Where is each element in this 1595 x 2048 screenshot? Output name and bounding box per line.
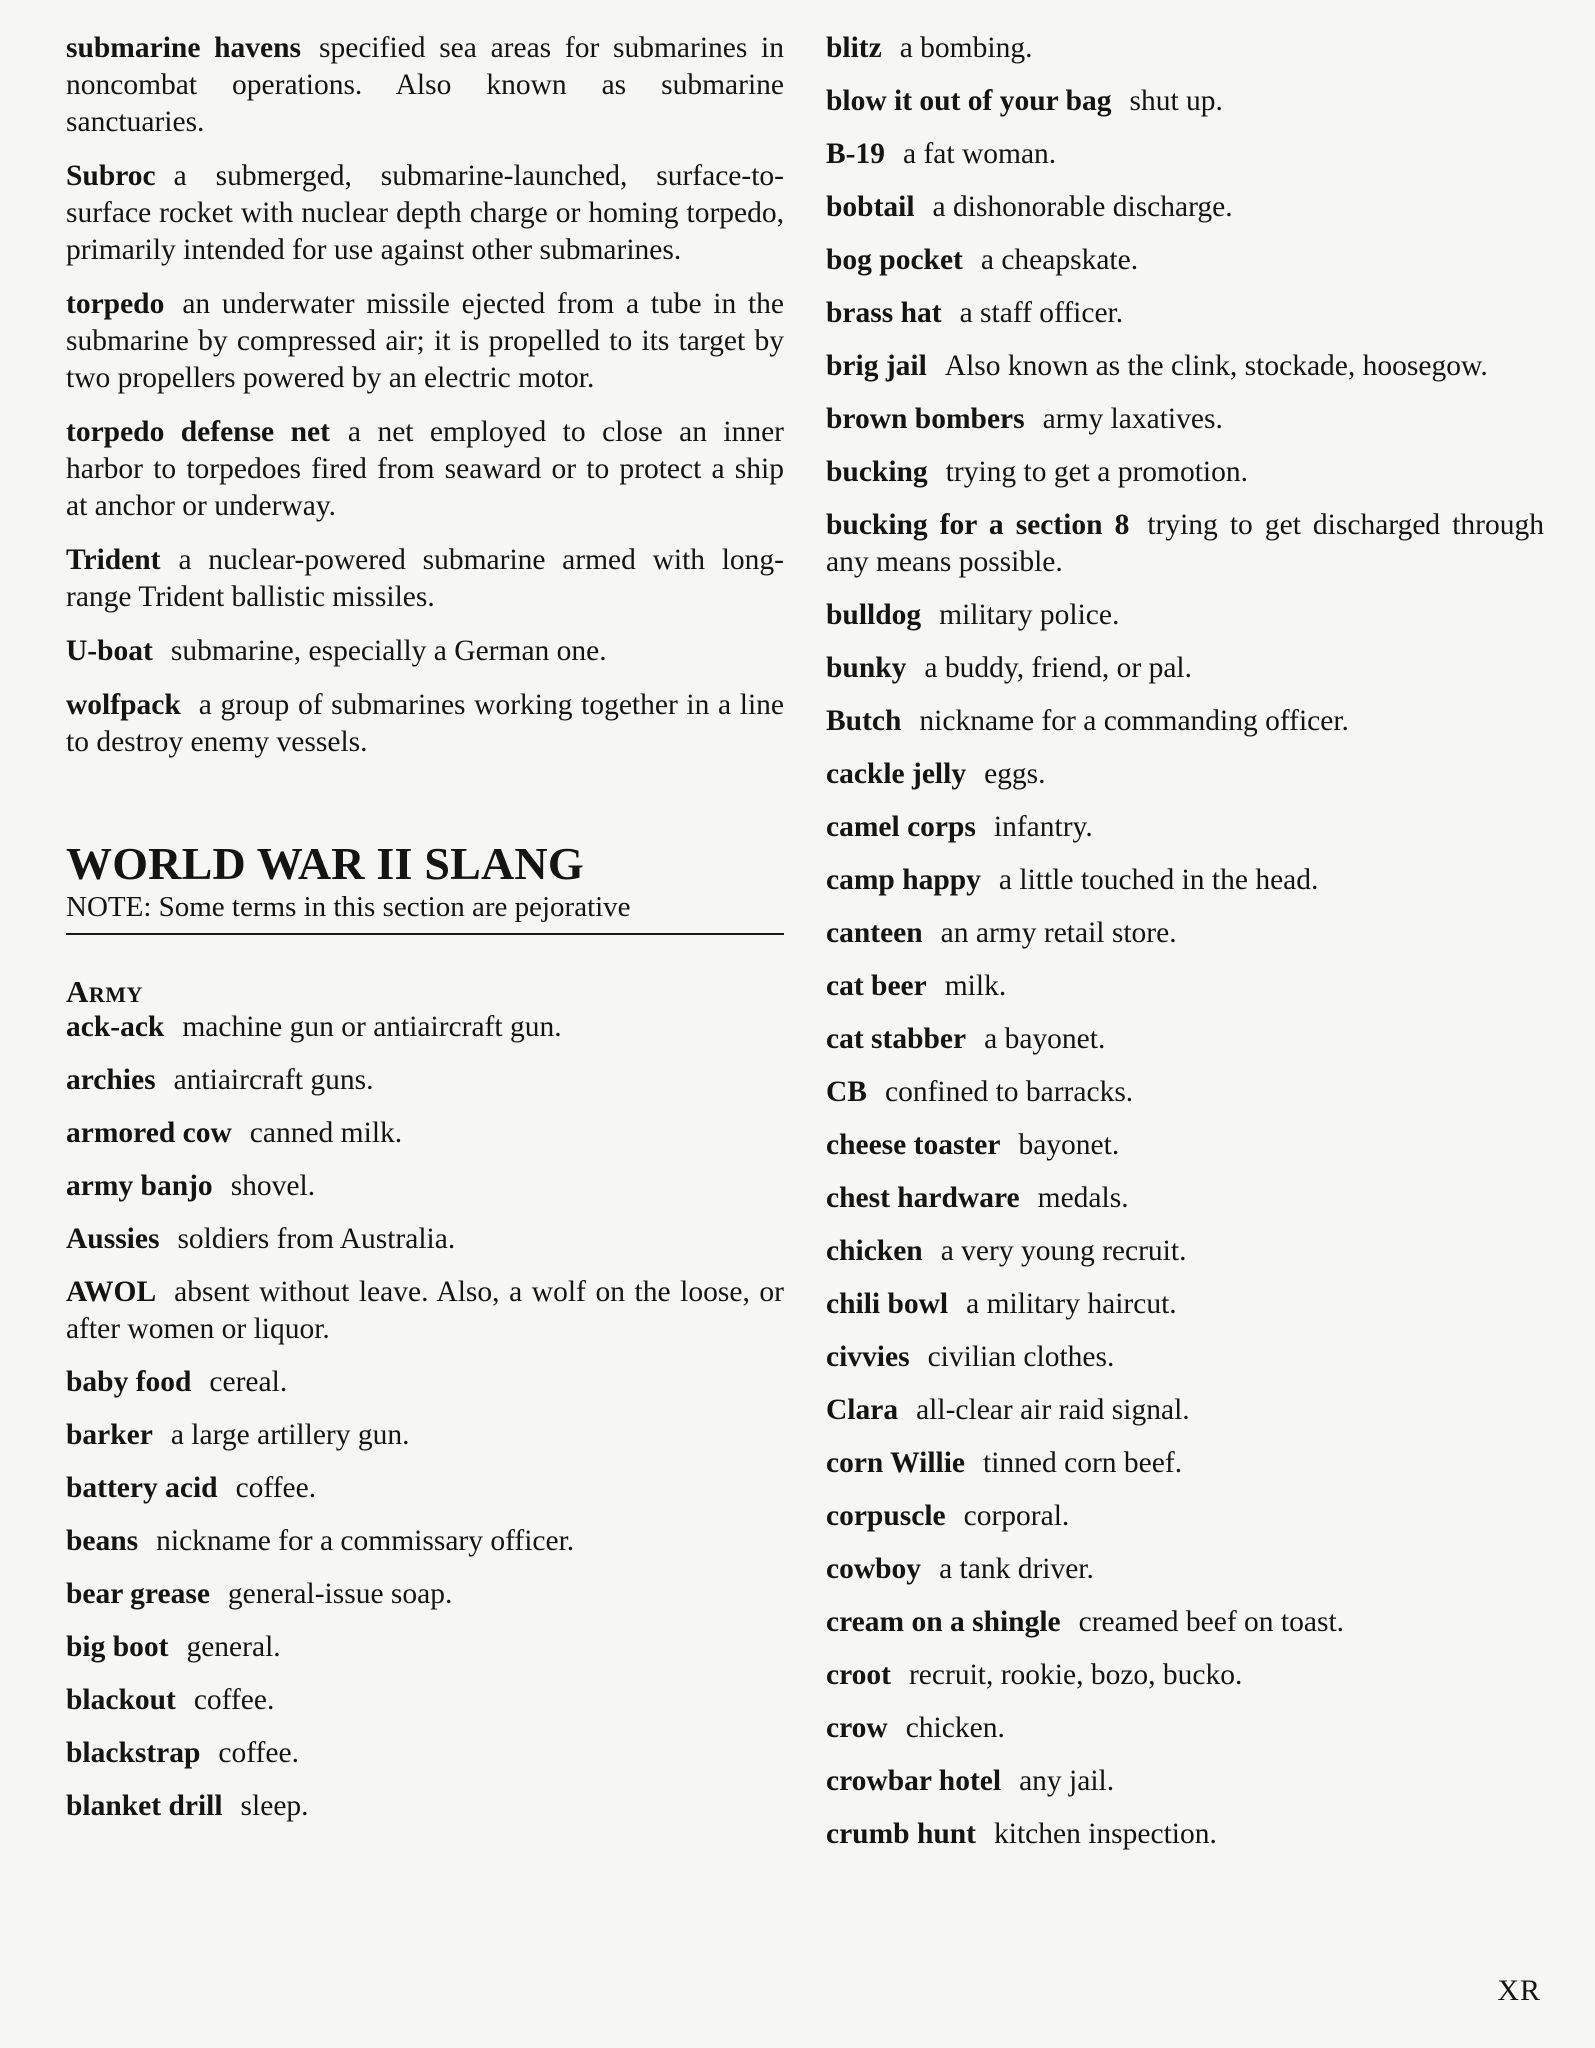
entry-term: Aussies: [66, 1223, 160, 1255]
entry-term: torpedo: [66, 288, 165, 320]
entry-term: corn Willie: [826, 1447, 966, 1479]
entry-term: army banjo: [66, 1170, 213, 1202]
entry-definition: a military haircut.: [966, 1288, 1177, 1320]
glossary-entry: [66, 1788, 784, 1825]
entry-definition: military police.: [939, 599, 1120, 631]
entry-definition: all-clear air raid signal.: [916, 1394, 1190, 1426]
glossary-entry: [826, 1710, 1544, 1747]
entry-term: crumb hunt: [826, 1818, 976, 1850]
glossary-entry: [66, 1682, 784, 1719]
entry-definition: a submerged, submarine-launched, surface-to-surface rocket with nuclear depth charge or homing torpedo, primarily intended for use against other submarines.: [66, 160, 784, 266]
entry-term: Butch: [826, 705, 902, 737]
glossary-entry: [826, 915, 1544, 952]
entry-term: B-19: [826, 138, 885, 170]
entry-term: bucking for a section 8: [826, 509, 1130, 541]
glossary-entry: [826, 1551, 1544, 1588]
entry-definition: an underwater missile ejected from a tube in the submarine by compressed air; it is propelled to its target by two propellers powered by an electric motor.: [66, 288, 784, 394]
glossary-entry: [66, 286, 784, 397]
glossary-entry: [66, 30, 784, 141]
entry-term: blitz: [826, 32, 882, 64]
entry-definition: a fat woman.: [903, 138, 1057, 170]
entry-definition: kitchen inspection.: [994, 1818, 1217, 1850]
glossary-entry: [826, 454, 1544, 491]
entry-term: Clara: [826, 1394, 899, 1426]
glossary-entry: [826, 401, 1544, 438]
glossary-entry: [826, 1233, 1544, 1270]
glossary-entry: [826, 1021, 1544, 1058]
entry-definition: a nuclear-powered submarine armed with long-range Trident ballistic missiles.: [66, 544, 784, 613]
entry-term: bear grease: [66, 1578, 210, 1610]
entry-term: chili bowl: [826, 1288, 949, 1320]
entry-definition: general.: [186, 1631, 281, 1663]
entry-definition: soldiers from Australia.: [177, 1223, 456, 1255]
glossary-entry: [66, 542, 784, 616]
glossary-entry: [826, 242, 1544, 279]
entry-definition: sleep.: [240, 1790, 309, 1822]
entry-definition: canned milk.: [249, 1117, 403, 1149]
entry-definition: nickname for a commanding officer.: [919, 705, 1349, 737]
entry-definition: a staff officer.: [959, 297, 1124, 329]
glossary-entry: [66, 1364, 784, 1401]
entry-term: corpuscle: [826, 1500, 946, 1532]
entry-definition: confined to barracks.: [884, 1076, 1134, 1108]
entry-term: croot: [826, 1659, 891, 1691]
glossary-entry: [826, 862, 1544, 899]
glossary-entry: [826, 295, 1544, 332]
entry-definition: antiaircraft guns.: [173, 1064, 374, 1096]
entry-term: battery acid: [66, 1472, 218, 1504]
entry-definition: a bayonet.: [984, 1023, 1106, 1055]
entry-definition: any jail.: [1019, 1765, 1115, 1797]
entry-term: CB: [826, 1076, 867, 1108]
entry-definition: a large artillery gun.: [170, 1419, 410, 1451]
entry-term: ack-ack: [66, 1011, 165, 1043]
glossary-entry: [66, 1115, 784, 1152]
glossary-entry: [826, 703, 1544, 740]
entry-definition: a little touched in the head.: [998, 864, 1319, 896]
entry-definition: recruit, rookie, bozo, bucko.: [908, 1659, 1243, 1691]
entry-term: armored cow: [66, 1117, 232, 1149]
entry-term: cowboy: [826, 1553, 922, 1585]
entry-definition: shovel.: [230, 1170, 316, 1202]
entry-definition: nickname for a commissary officer.: [156, 1525, 575, 1557]
glossary-entry: [66, 1221, 784, 1258]
glossary-entry: [826, 1816, 1544, 1853]
glossary-entry: [66, 687, 784, 761]
entry-definition: machine gun or antiaircraft gun.: [182, 1011, 562, 1043]
entry-definition: a dishonorable discharge.: [932, 191, 1233, 223]
entry-term: archies: [66, 1064, 156, 1096]
glossary-entry: [826, 1180, 1544, 1217]
entry-definition: chicken.: [905, 1712, 1005, 1744]
entry-term: wolfpack: [66, 689, 181, 721]
entry-definition: eggs.: [984, 758, 1046, 790]
entry-definition: corporal.: [963, 1500, 1070, 1532]
entry-definition: army laxatives.: [1042, 403, 1223, 435]
entry-term: bobtail: [826, 191, 915, 223]
entry-term: bog pocket: [826, 244, 963, 276]
entry-term: blanket drill: [66, 1790, 223, 1822]
glossary-entry: [826, 1604, 1544, 1641]
entry-term: cackle jelly: [826, 758, 967, 790]
entry-definition: coffee.: [235, 1472, 317, 1504]
entry-term: torpedo defense net: [66, 416, 330, 448]
glossary-entry: [66, 1629, 784, 1666]
glossary-entry: [66, 1009, 784, 1046]
entry-term: baby food: [66, 1366, 192, 1398]
glossary-entry: [66, 633, 784, 670]
glossary-entry: [826, 756, 1544, 793]
glossary-entry: [826, 1657, 1544, 1694]
entry-term: cat beer: [826, 970, 927, 1002]
glossary-list-top: [66, 30, 784, 761]
glossary-entry: [826, 1445, 1544, 1482]
entry-term: blackout: [66, 1684, 176, 1716]
glossary-list-right: [826, 30, 1544, 1853]
entry-definition: trying to get a promotion.: [945, 456, 1249, 488]
entry-definition: cereal.: [209, 1366, 288, 1398]
entry-definition: a group of submarines working together in a line to destroy enemy vessels.: [66, 689, 784, 758]
glossary-entry: [66, 1274, 784, 1348]
entry-definition: civilian clothes.: [927, 1341, 1115, 1373]
entry-term: camel corps: [826, 811, 976, 843]
entry-definition: a tank driver.: [939, 1553, 1094, 1585]
subsection-title: Army: [66, 974, 143, 1009]
entry-definition: medals.: [1037, 1182, 1129, 1214]
glossary-entry: [66, 1523, 784, 1560]
entry-definition: a cheapskate.: [980, 244, 1139, 276]
entry-definition: absent without leave. Also, a wolf on the loose, or after women or liquor.: [66, 1276, 784, 1345]
entry-term: blackstrap: [66, 1737, 201, 1769]
entry-term: chicken: [826, 1235, 923, 1267]
entry-term: crowbar hotel: [826, 1765, 1002, 1797]
entry-term: bunky: [826, 652, 907, 684]
entry-definition: an army retail store.: [940, 917, 1177, 949]
entry-definition: Also known as the clink, stockade, hoosegow.: [944, 350, 1488, 382]
entry-definition: shut up.: [1129, 85, 1223, 117]
entry-definition: coffee.: [218, 1737, 299, 1769]
entry-definition: a bombing.: [899, 32, 1033, 64]
entry-term: U-boat: [66, 635, 153, 667]
entry-term: bucking: [826, 456, 928, 488]
entry-definition: a net employed to close an inner harbor to torpedoes fired from seaward or to protect a ship at anchor or underway.: [66, 416, 785, 522]
glossary-entry: [826, 968, 1544, 1005]
glossary-entry: [826, 30, 1544, 67]
glossary-entry: [826, 1392, 1544, 1429]
entry-definition: submarine, especially a German one.: [170, 635, 607, 667]
entry-term: cheese toaster: [826, 1129, 1001, 1161]
section-note: NOTE: Some terms in this section are pejorative: [66, 889, 784, 935]
entry-term: Subroc: [66, 160, 156, 192]
entry-term: blow it out of your bag: [826, 85, 1112, 117]
entry-term: brig jail: [826, 350, 927, 382]
glossary-entry: [826, 1498, 1544, 1535]
entry-term: civvies: [826, 1341, 910, 1373]
glossary-entry: [826, 189, 1544, 226]
glossary-list-army: [66, 1009, 784, 1825]
right-column: [826, 30, 1544, 1869]
entry-definition: a very young recruit.: [940, 1235, 1187, 1267]
glossary-entry: [826, 809, 1544, 846]
entry-definition: infantry.: [993, 811, 1093, 843]
entry-term: submarine havens: [66, 32, 302, 64]
entry-definition: creamed beef on toast.: [1078, 1606, 1345, 1638]
glossary-entry: [826, 597, 1544, 634]
glossary-entry: [826, 348, 1544, 385]
glossary-entry: [66, 158, 784, 269]
entry-term: bulldog: [826, 599, 922, 631]
section-title: WORLD WAR II SLANG: [66, 838, 584, 889]
glossary-entry: [826, 1074, 1544, 1111]
entry-definition: tinned corn beef.: [983, 1447, 1183, 1479]
glossary-entry: [66, 1470, 784, 1507]
entry-term: canteen: [826, 917, 923, 949]
entry-definition: milk.: [944, 970, 1007, 1002]
glossary-entry: [66, 1168, 784, 1205]
entry-term: chest hardware: [826, 1182, 1020, 1214]
glossary-entry: [826, 1763, 1544, 1800]
entry-term: AWOL: [66, 1276, 157, 1308]
entry-definition: a buddy, friend, or pal.: [924, 652, 1192, 684]
glossary-entry: [826, 1286, 1544, 1323]
glossary-entry: [826, 650, 1544, 687]
entry-term: barker: [66, 1419, 153, 1451]
entry-term: big boot: [66, 1631, 169, 1663]
entry-term: brown bombers: [826, 403, 1025, 435]
entry-term: brass hat: [826, 297, 942, 329]
glossary-entry: [826, 83, 1544, 120]
glossary-entry: [826, 507, 1544, 581]
entry-term: crow: [826, 1712, 888, 1744]
entry-term: cat stabber: [826, 1023, 967, 1055]
glossary-entry: [66, 414, 784, 525]
entry-definition: bayonet.: [1018, 1129, 1120, 1161]
glossary-entry: [66, 1576, 784, 1613]
glossary-entry: [66, 1735, 784, 1772]
entry-term: camp happy: [826, 864, 981, 896]
left-column: [66, 30, 784, 1841]
entry-definition: coffee.: [193, 1684, 275, 1716]
glossary-entry: [66, 1062, 784, 1099]
entry-definition: general-issue soap.: [227, 1578, 453, 1610]
page-mark: XR: [1497, 1974, 1541, 2007]
entry-term: cream on a shingle: [826, 1606, 1061, 1638]
entry-term: beans: [66, 1525, 139, 1557]
glossary-entry: [66, 1417, 784, 1454]
glossary-entry: [826, 136, 1544, 173]
glossary-entry: [826, 1339, 1544, 1376]
entry-term: Trident: [66, 544, 161, 576]
glossary-entry: [826, 1127, 1544, 1164]
entry-definition: trying to get discharged through any means possible.: [826, 509, 1544, 578]
entry-definition: specified sea areas for submarines in noncombat operations. Also known as submarine sanctuaries.: [66, 32, 785, 138]
